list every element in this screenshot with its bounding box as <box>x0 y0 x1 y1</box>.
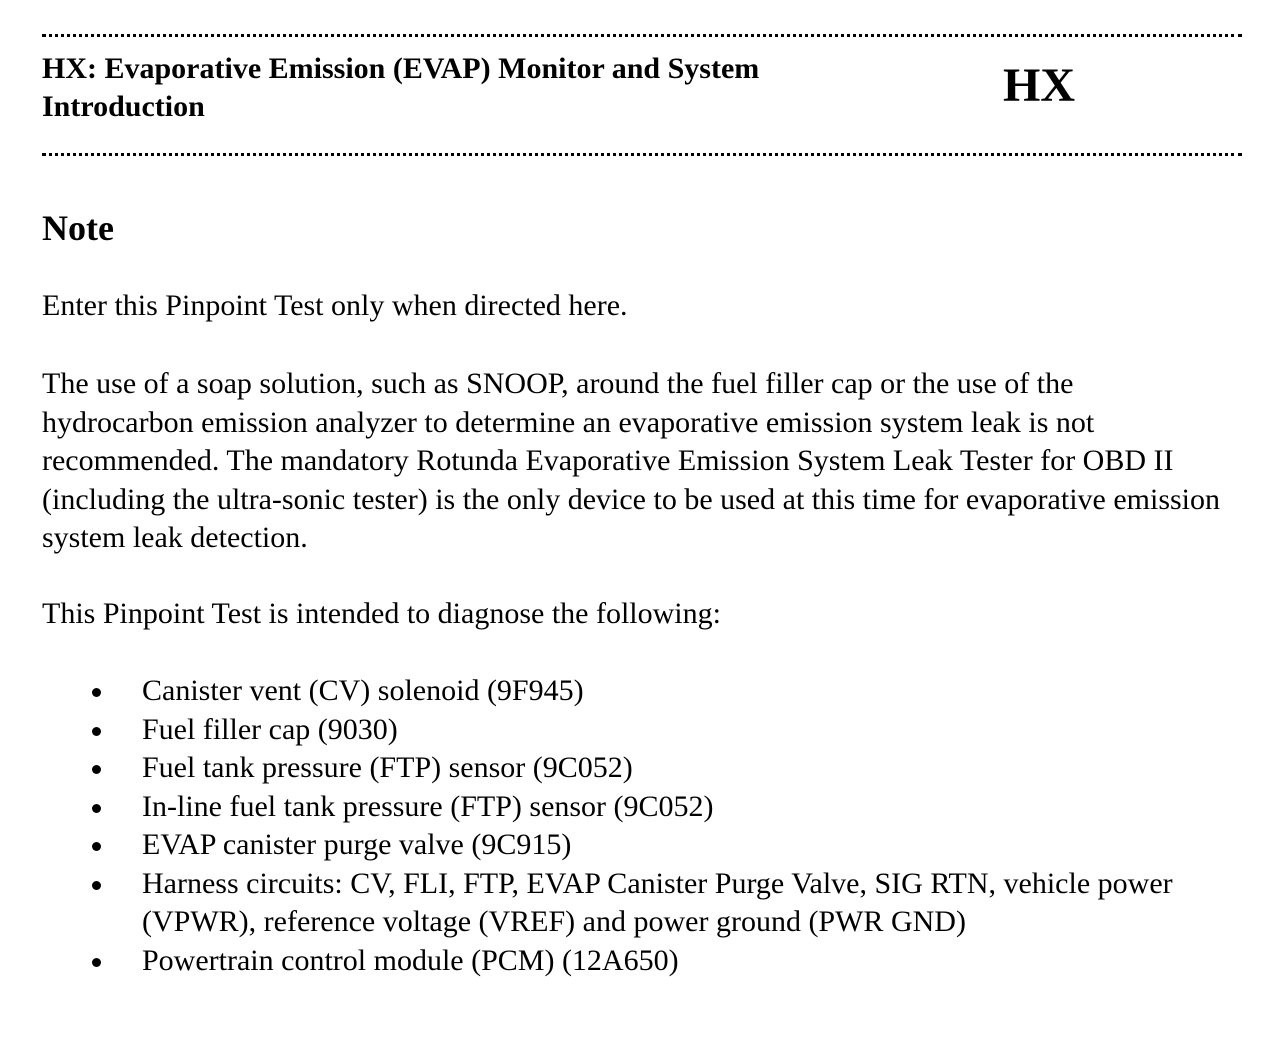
list-item <box>0 749 1264 788</box>
list-item-text: Powertrain control module (PCM) (12A650) <box>142 943 679 977</box>
header-top-divider <box>42 34 1242 37</box>
bullet-icon <box>92 842 101 851</box>
list-item-text: Fuel tank pressure (FTP) sensor (9C052) <box>142 751 633 784</box>
bullet-icon <box>92 881 101 890</box>
note-heading: Note <box>42 208 114 248</box>
bullet-icon <box>92 958 101 967</box>
note-paragraph-leak-test: The use of a soap solution, such as SNOOP, around the fuel filler cap or the use of the hydrocarbon emission analyzer to determine an evaporative emission system leak is not recommended. The mandatory Rotunda Evaporative Emission System Leak Tester for OBD II (including the ultra-sonic tester) is the only device to be used at this time for evaporative emission system leak detection. <box>42 367 1221 554</box>
diagnose-list <box>0 672 1264 980</box>
list-item <box>0 865 1264 942</box>
list-item-text: In-line fuel tank pressure (FTP) sensor (9C052) <box>142 789 714 823</box>
bullet-icon <box>92 765 101 774</box>
list-item <box>0 942 1264 981</box>
note-paragraph-intended: This Pinpoint Test is intended to diagnose the following: <box>42 597 721 630</box>
bullet-icon <box>92 688 101 697</box>
list-item-text: Harness circuits: CV, FLI, FTP, EVAP Canister Purge Valve, SIG RTN, vehicle power (VPWR), reference voltage (VREF) and power ground (PWR GND) <box>142 866 1173 938</box>
list-item <box>0 788 1264 827</box>
header-bottom-divider <box>42 153 1242 156</box>
list-item <box>0 711 1264 750</box>
list-item <box>0 826 1264 865</box>
section-code: HX <box>1003 59 1075 112</box>
list-item-text: Fuel filler cap (9030) <box>142 712 398 746</box>
list-item-text: EVAP canister purge valve (9C915) <box>142 828 572 861</box>
note-paragraph-entry: Enter this Pinpoint Test only when directed here. <box>42 289 628 322</box>
page-title: HX: Evaporative Emission (EVAP) Monitor and System Introduction <box>42 52 760 123</box>
list-item-text: Canister vent (CV) solenoid (9F945) <box>142 674 584 707</box>
list-item <box>0 672 1264 711</box>
bullet-icon <box>92 804 101 813</box>
bullet-icon <box>92 727 101 736</box>
